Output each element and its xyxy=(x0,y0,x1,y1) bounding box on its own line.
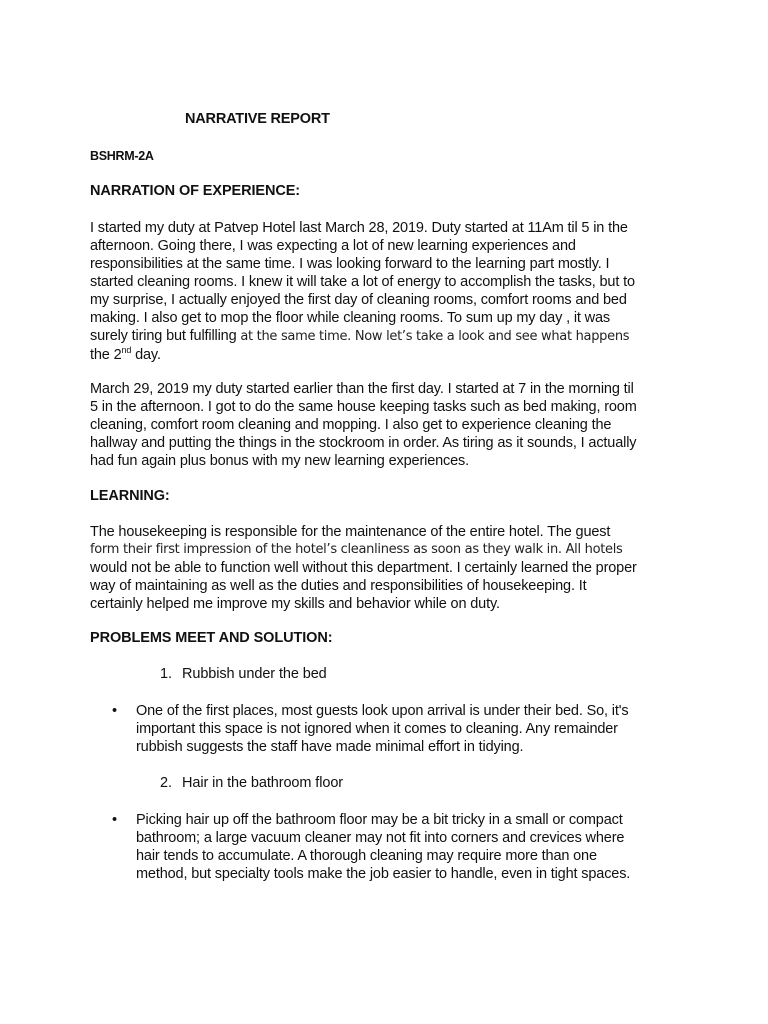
text-line: One of the first places, most guests look upon arrival is under their bed. So, it's xyxy=(136,703,629,719)
text-line: I started my duty at Patvep Hotel last March 28, 2019. Duty started at 11Am til 5 in the xyxy=(90,220,628,236)
text-line: Picking hair up off the bathroom floor may be a bit tricky in a small or compact xyxy=(136,812,623,828)
item-number: 2. xyxy=(160,775,172,791)
text-segment: day. xyxy=(131,347,161,363)
document-title: NARRATIVE REPORT xyxy=(185,111,330,127)
text-line: making. I also get to mop the floor while cleaning rooms. To sum up my day , it was xyxy=(90,310,611,326)
text-line: would not be able to function well without this department. I certainly learned the proper xyxy=(90,560,637,576)
text-line: started cleaning rooms. I knew it will take a lot of energy to accomplish the tasks, but to xyxy=(90,274,635,290)
text-line: The housekeeping is responsible for the maintenance of the entire hotel. The guest xyxy=(90,524,611,540)
text-segment: the 2 xyxy=(90,347,122,363)
text-line: bathroom; a large vacuum cleaner may not fit into corners and crevices where xyxy=(136,830,625,846)
narration-heading: NARRATION OF EXPERIENCE: xyxy=(90,183,301,199)
text-line: my surprise, I actually enjoyed the first day of cleaning rooms, comfort rooms and bed xyxy=(90,292,627,308)
text-line: March 29, 2019 my duty started earlier than the first day. I started at 7 in the morning til xyxy=(90,381,634,397)
learning-paragraph xyxy=(90,523,690,613)
narration-paragraph-1 xyxy=(90,219,690,364)
text-line: cleaning, comfort room cleaning and mopping. I also get to experience cleaning the xyxy=(90,417,612,433)
bullet-icon: • xyxy=(112,703,118,719)
text-line: afternoon. Going there, I was expecting a lot of new learning experiences and xyxy=(90,238,576,254)
solution-text xyxy=(136,811,696,883)
text-line: rubbish suggests the staff have made minimal effort in tidying. xyxy=(136,739,524,755)
superscript: nd xyxy=(121,345,132,356)
text-line: hallway and putting the things in the stockroom in order. As tiring as it sounds, I actually xyxy=(90,435,637,451)
learning-heading: LEARNING: xyxy=(90,488,170,504)
text-segment: surely tiring but fulfilling xyxy=(90,328,241,344)
text-segment: at the same time. Now let’s take a look and see what happens xyxy=(240,329,630,344)
numbered-item xyxy=(160,775,343,791)
text-line: important this space is not ignored when it comes to cleaning. Any remainder xyxy=(136,721,618,737)
text-line: method, but specialty tools make the job easier to handle, even in tight spaces. xyxy=(136,866,631,882)
text-line: hair tends to accumulate. A thorough cleaning may require more than one xyxy=(136,848,597,864)
section-code: BSHRM-2A xyxy=(90,149,154,163)
solution-text xyxy=(136,702,696,756)
text-line xyxy=(90,327,690,346)
text-line: way of maintaining as well as the duties and responsibilities of housekeeping. It xyxy=(90,578,587,594)
narration-paragraph-2 xyxy=(90,380,690,470)
text-line: responsibilities at the same time. I was looking forward to the learning part mostly. I xyxy=(90,256,610,272)
problems-heading: PROBLEMS MEET AND SOLUTION: xyxy=(90,630,333,646)
text-line: form their first impression of the hotel’s cleanliness as soon as they walk in. All hotels xyxy=(90,542,623,557)
text-line: certainly helped me improve my skills and behavior while on duty. xyxy=(90,596,500,612)
numbered-item xyxy=(160,666,327,682)
item-number: 1. xyxy=(160,666,172,682)
text-line xyxy=(90,346,690,364)
item-title: Rubbish under the bed xyxy=(182,666,327,682)
text-line: 5 in the afternoon. I got to do the same house keeping tasks such as bed making, room xyxy=(90,399,637,415)
text-line: had fun again plus bonus with my new learning experiences. xyxy=(90,453,470,469)
bullet-icon: • xyxy=(112,812,118,828)
item-title: Hair in the bathroom floor xyxy=(182,775,344,791)
